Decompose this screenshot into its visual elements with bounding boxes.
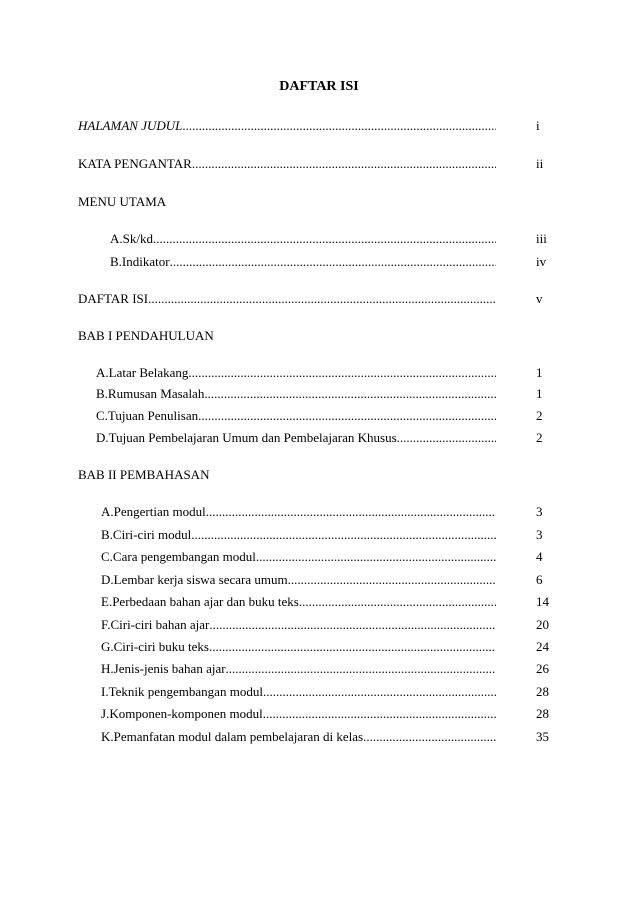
toc-entry-page: i bbox=[536, 118, 540, 133]
toc-item-letter: B. bbox=[110, 254, 122, 269]
toc-item-label: Latar Belakang bbox=[108, 365, 189, 380]
leader-dots bbox=[288, 572, 496, 588]
leader-dots bbox=[188, 365, 496, 381]
toc-item-ciri-ciri-bahan-ajar bbox=[101, 617, 560, 633]
toc-item-letter: I. bbox=[101, 684, 109, 699]
toc-item-label: Pemanfatan modul dalam pembelajaran di kelas bbox=[113, 729, 364, 744]
toc-item-page: 1 bbox=[536, 365, 543, 380]
toc-item-letter: D. bbox=[96, 430, 109, 445]
leader-dots bbox=[226, 661, 496, 677]
toc-item-page: 35 bbox=[536, 729, 549, 744]
toc-item-letter: B. bbox=[101, 527, 113, 542]
leader-dots bbox=[170, 254, 496, 270]
section-heading-bab-2: BAB II PEMBAHASAN bbox=[78, 467, 210, 482]
leader-dots bbox=[209, 639, 496, 655]
toc-item-label: Ciri-ciri bahan ajar bbox=[110, 617, 210, 632]
toc-item-page: 1 bbox=[536, 386, 543, 401]
leader-dots bbox=[397, 430, 496, 446]
section-heading-menu-utama: MENU UTAMA bbox=[78, 194, 167, 209]
toc-item-label: Cara pengembangan modul bbox=[112, 549, 256, 564]
toc-item-label: Ciri-ciri modul bbox=[112, 527, 192, 542]
leader-dots bbox=[182, 118, 496, 134]
toc-item-page: 28 bbox=[536, 684, 549, 699]
toc-item-letter: K. bbox=[101, 729, 114, 744]
toc-item-page: 3 bbox=[536, 527, 543, 542]
leader-dots bbox=[263, 684, 496, 700]
toc-item-label: Tujuan Penulisan bbox=[107, 408, 199, 423]
leader-dots bbox=[148, 291, 496, 307]
toc-item-label: Komponen-komponen modul bbox=[109, 706, 263, 721]
toc-item-label: Teknik pengembangan modul bbox=[108, 684, 263, 699]
toc-item-page: 20 bbox=[536, 617, 549, 632]
leader-dots bbox=[209, 617, 496, 633]
toc-item-page: 2 bbox=[536, 430, 543, 445]
toc-item-letter: E. bbox=[101, 594, 113, 609]
toc-item-pengertian-modul bbox=[101, 504, 560, 520]
leader-dots bbox=[192, 156, 496, 172]
leader-dots bbox=[153, 231, 496, 247]
toc-item-label: Ciri-ciri buku teks bbox=[113, 639, 209, 654]
toc-title: DAFTAR ISI bbox=[279, 79, 359, 94]
leader-dots bbox=[198, 408, 496, 424]
leader-dots bbox=[256, 549, 496, 565]
toc-item-rumusan-masalah bbox=[96, 386, 560, 402]
leader-dots bbox=[299, 594, 496, 610]
section-heading-bab-1: BAB I PENDAHULUAN bbox=[78, 328, 214, 343]
toc-item-lembar-kerja-siswa bbox=[101, 572, 560, 588]
toc-entry-page: ii bbox=[536, 156, 544, 171]
toc-item-letter: F. bbox=[101, 617, 111, 632]
leader-dots bbox=[191, 527, 496, 543]
toc-entry-kata-pengantar bbox=[78, 156, 560, 172]
toc-item-letter: H. bbox=[101, 661, 114, 676]
toc-item-page: 24 bbox=[536, 639, 549, 654]
toc-item-page: iii bbox=[536, 231, 547, 246]
toc-entry-halaman-judul bbox=[78, 118, 560, 134]
toc-item-label: Perbedaan bahan ajar dan buku teks bbox=[112, 594, 299, 609]
toc-entry-daftar-isi bbox=[78, 291, 560, 307]
toc-item-page: iv bbox=[536, 254, 547, 269]
toc-item-ciri-ciri-buku-teks bbox=[101, 639, 560, 655]
toc-item-letter: B. bbox=[96, 386, 108, 401]
toc-entry-label: KATA PENGANTAR bbox=[78, 156, 192, 171]
toc-item-komponen-modul bbox=[101, 706, 560, 722]
toc-item-letter: A. bbox=[101, 504, 114, 519]
toc-item-page: 6 bbox=[536, 572, 543, 587]
toc-item-letter: A. bbox=[96, 365, 109, 380]
toc-item-letter: A. bbox=[110, 231, 123, 246]
toc-entry-label: HALAMAN JUDUL bbox=[78, 118, 183, 133]
toc-item-indikator bbox=[110, 254, 560, 270]
toc-item-page: 4 bbox=[536, 549, 543, 564]
toc-item-pemanfatan-modul bbox=[101, 729, 560, 745]
toc-item-page: 2 bbox=[536, 408, 543, 423]
toc-item-sk-kd bbox=[110, 231, 560, 247]
toc-item-letter: D. bbox=[101, 572, 114, 587]
toc-item-label: Pengertian modul bbox=[113, 504, 206, 519]
toc-item-label: Indikator bbox=[121, 254, 170, 269]
toc-item-tujuan-penulisan bbox=[96, 408, 560, 424]
toc-item-page: 26 bbox=[536, 661, 549, 676]
toc-item-label: Rumusan Masalah bbox=[107, 386, 205, 401]
toc-item-label: Jenis-jenis bahan ajar bbox=[113, 661, 226, 676]
leader-dots bbox=[206, 504, 496, 520]
toc-item-label: Sk/kd bbox=[122, 231, 153, 246]
leader-dots bbox=[363, 729, 496, 745]
toc-entry-label: DAFTAR ISI bbox=[78, 291, 149, 306]
toc-item-teknik-pengembangan-modul bbox=[101, 684, 560, 700]
toc-item-ciri-ciri-modul bbox=[101, 527, 560, 543]
toc-item-letter: C. bbox=[101, 549, 113, 564]
toc-item-perbedaan-bahan-ajar bbox=[101, 594, 560, 610]
toc-item-page: 14 bbox=[536, 594, 549, 609]
toc-item-letter: G. bbox=[101, 639, 114, 654]
toc-item-latar-belakang bbox=[96, 365, 560, 381]
toc-item-page: 28 bbox=[536, 706, 549, 721]
toc-item-label: Tujuan Pembelajaran Umum dan Pembelajaran Khusus bbox=[108, 430, 397, 445]
toc-item-cara-pengembangan-modul bbox=[101, 549, 560, 565]
toc-item-letter: C. bbox=[96, 408, 108, 423]
leader-dots bbox=[263, 706, 496, 722]
toc-item-label: Lembar kerja siswa secara umum bbox=[113, 572, 288, 587]
leader-dots bbox=[204, 386, 496, 402]
toc-item-letter: J. bbox=[101, 706, 110, 721]
toc-item-jenis-jenis-bahan-ajar bbox=[101, 661, 560, 677]
toc-entry-page: v bbox=[536, 291, 543, 306]
toc-item-tujuan-pembelajaran bbox=[96, 430, 560, 446]
toc-item-page: 3 bbox=[536, 504, 543, 519]
